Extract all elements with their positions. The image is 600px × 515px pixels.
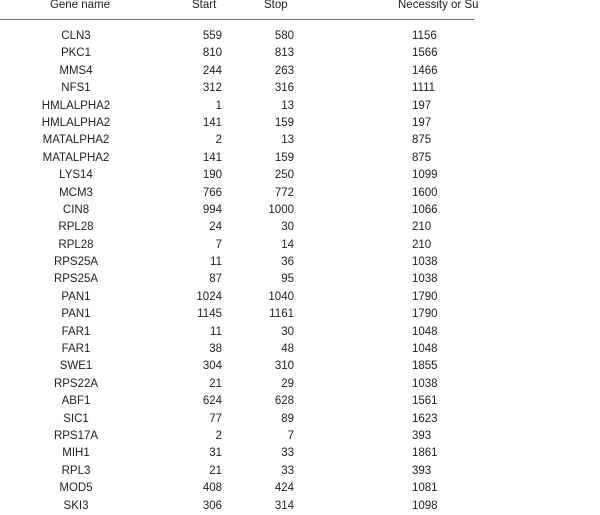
cell-stop: 33 (281, 447, 294, 460)
cell-start: 24 (209, 221, 222, 234)
cell-necessity: 210 (412, 238, 432, 251)
cell-stop: 33 (281, 464, 294, 477)
cell-necessity: 1600 (412, 186, 438, 199)
cell-necessity: 1156 (412, 30, 437, 42)
cell-gene-name: RPL28 (58, 221, 94, 234)
cell-gene-name: HMLALPHA2 (41, 99, 111, 112)
cell-stop: 89 (281, 412, 294, 425)
cell-necessity: 1099 (412, 169, 438, 182)
cell-gene-name: CLN3 (61, 30, 91, 42)
cell-necessity: 1855 (412, 360, 438, 373)
table-row (0, 428, 600, 445)
cell-stop: 1000 (268, 203, 294, 216)
table-row (0, 480, 600, 497)
cell-gene-name: RPS25A (53, 273, 99, 286)
cell-start: 141 (202, 116, 222, 129)
header-divider (0, 19, 474, 20)
cell-stop: 159 (274, 151, 294, 164)
table-row (0, 237, 600, 254)
cell-necessity: 1048 (412, 343, 438, 356)
table-body (0, 28, 600, 515)
cell-stop: 48 (281, 343, 294, 356)
cell-stop: 36 (281, 256, 294, 269)
cell-gene-name: HMLALPHA2 (41, 116, 111, 129)
cell-start: 87 (209, 273, 222, 286)
cell-gene-name: MIH1 (62, 447, 90, 460)
cell-stop: 310 (274, 360, 294, 373)
table-row (0, 80, 600, 97)
cell-start: 1 (215, 99, 222, 112)
cell-necessity: 1048 (412, 325, 438, 338)
cell-stop: 263 (274, 64, 294, 77)
cell-necessity: 1038 (412, 273, 438, 286)
table-row (0, 63, 600, 80)
table-row (0, 202, 600, 219)
cell-necessity: 210 (412, 221, 432, 234)
cell-gene-name: ABF1 (61, 395, 91, 408)
cell-start: 11 (210, 325, 222, 338)
cell-start: 244 (202, 64, 222, 77)
cell-start: 38 (209, 343, 222, 356)
cell-stop: 13 (281, 99, 294, 112)
cell-start: 408 (202, 482, 222, 495)
cell-necessity: 1623 (412, 412, 438, 425)
cell-stop: 95 (281, 273, 294, 286)
cell-necessity: 1066 (412, 203, 438, 216)
cell-start: 1024 (196, 290, 222, 303)
cell-stop: 7 (287, 429, 294, 442)
table-row (0, 445, 600, 462)
cell-start: 1145 (197, 308, 222, 321)
cell-gene-name: SWE1 (59, 360, 93, 373)
cell-start: 304 (202, 360, 222, 373)
header-start: Start (192, 0, 217, 11)
table-row (0, 28, 600, 45)
cell-stop: 1161 (269, 308, 294, 321)
table-row (0, 341, 600, 358)
cell-necessity: 875 (412, 134, 432, 147)
cell-gene-name: PAN1 (61, 308, 91, 321)
cell-start: 624 (202, 395, 222, 408)
cell-stop: 424 (274, 482, 294, 495)
cell-necessity: 1081 (412, 482, 438, 495)
cell-stop: 316 (274, 82, 294, 95)
cell-start: 11 (210, 256, 222, 269)
cell-start: 21 (209, 377, 222, 390)
table-row (0, 271, 600, 288)
cell-stop: 159 (274, 116, 294, 129)
table-row (0, 98, 600, 115)
cell-gene-name: FAR1 (61, 325, 91, 338)
cell-necessity: 1038 (412, 256, 438, 269)
cell-necessity: 1038 (412, 377, 438, 390)
cell-stop: 314 (274, 499, 294, 512)
table-row (0, 132, 600, 149)
table-row (0, 167, 600, 184)
table-row (0, 376, 600, 393)
table-row (0, 219, 600, 236)
cell-stop: 30 (281, 325, 294, 338)
table-row (0, 393, 600, 410)
cell-start: 559 (202, 30, 222, 42)
cell-gene-name: MCM3 (59, 186, 93, 199)
table-row (0, 324, 600, 341)
table-row (0, 45, 600, 62)
cell-gene-name: RPS22A (53, 377, 99, 390)
table-row (0, 185, 600, 202)
cell-stop: 813 (274, 47, 294, 60)
cell-necessity: 197 (412, 116, 432, 129)
cell-gene-name: MMS4 (59, 64, 93, 77)
table-row (0, 411, 600, 428)
cell-start: 31 (209, 447, 222, 460)
cell-start: 7 (215, 238, 222, 251)
cell-gene-name: RPL3 (61, 464, 91, 477)
cell-gene-name: RPL28 (58, 238, 94, 251)
cell-start: 190 (202, 169, 222, 182)
table-row (0, 306, 600, 323)
table-row (0, 289, 600, 306)
cell-stop: 30 (281, 221, 294, 234)
cell-start: 2 (215, 134, 222, 147)
cell-start: 312 (202, 82, 222, 95)
cell-gene-name: SIC1 (63, 412, 89, 425)
table-row (0, 150, 600, 167)
cell-necessity: 1861 (412, 447, 438, 460)
cell-necessity: 1790 (412, 290, 438, 303)
cell-gene-name: PKC1 (60, 47, 92, 60)
cell-stop: 628 (274, 395, 294, 408)
table-header (0, 0, 600, 18)
cell-start: 810 (202, 47, 222, 60)
cell-start: 766 (202, 186, 222, 199)
header-gene-name: Gene name (49, 0, 111, 11)
cell-gene-name: RPS25A (53, 256, 99, 269)
cell-necessity: 393 (412, 429, 432, 442)
cell-necessity: 875 (412, 151, 432, 164)
table-row (0, 115, 600, 132)
cell-stop: 580 (274, 30, 294, 42)
cell-start: 141 (202, 151, 222, 164)
header-necessity: Necessity or Su (398, 0, 479, 11)
cell-gene-name: LYS14 (59, 169, 93, 182)
table-row (0, 254, 600, 271)
cell-stop: 14 (281, 238, 294, 251)
cell-start: 21 (209, 464, 222, 477)
cell-necessity: 1561 (412, 395, 438, 408)
cell-stop: 772 (274, 186, 294, 199)
cell-start: 994 (202, 203, 222, 216)
cell-stop: 29 (281, 377, 294, 390)
cell-gene-name: MATALPHA2 (42, 151, 110, 164)
cell-gene-name: MATALPHA2 (42, 134, 110, 147)
cell-necessity: 1098 (412, 499, 438, 512)
cell-start: 306 (202, 499, 222, 512)
cell-start: 2 (215, 429, 222, 442)
cell-necessity: 197 (412, 99, 432, 112)
cell-necessity: 1566 (412, 47, 438, 60)
table-row (0, 498, 600, 515)
cell-gene-name: SKI3 (63, 499, 89, 512)
cell-gene-name: CIN8 (62, 203, 90, 216)
cell-stop: 13 (281, 134, 294, 147)
table-row (0, 463, 600, 480)
cell-gene-name: FAR1 (61, 343, 91, 356)
table-row (0, 358, 600, 375)
cell-necessity: 1111 (412, 82, 436, 95)
cell-stop: 250 (274, 169, 294, 182)
cell-gene-name: PAN1 (61, 290, 91, 303)
cell-stop: 1040 (268, 290, 294, 303)
cell-gene-name: MOD5 (59, 482, 93, 495)
cell-necessity: 1466 (412, 64, 438, 77)
cell-necessity: 1790 (412, 308, 438, 321)
header-stop: Stop (264, 0, 288, 11)
cell-start: 77 (209, 412, 222, 425)
cell-gene-name: RPS17A (53, 429, 99, 442)
cell-necessity: 393 (412, 464, 432, 477)
cell-gene-name: NFS1 (61, 82, 91, 95)
